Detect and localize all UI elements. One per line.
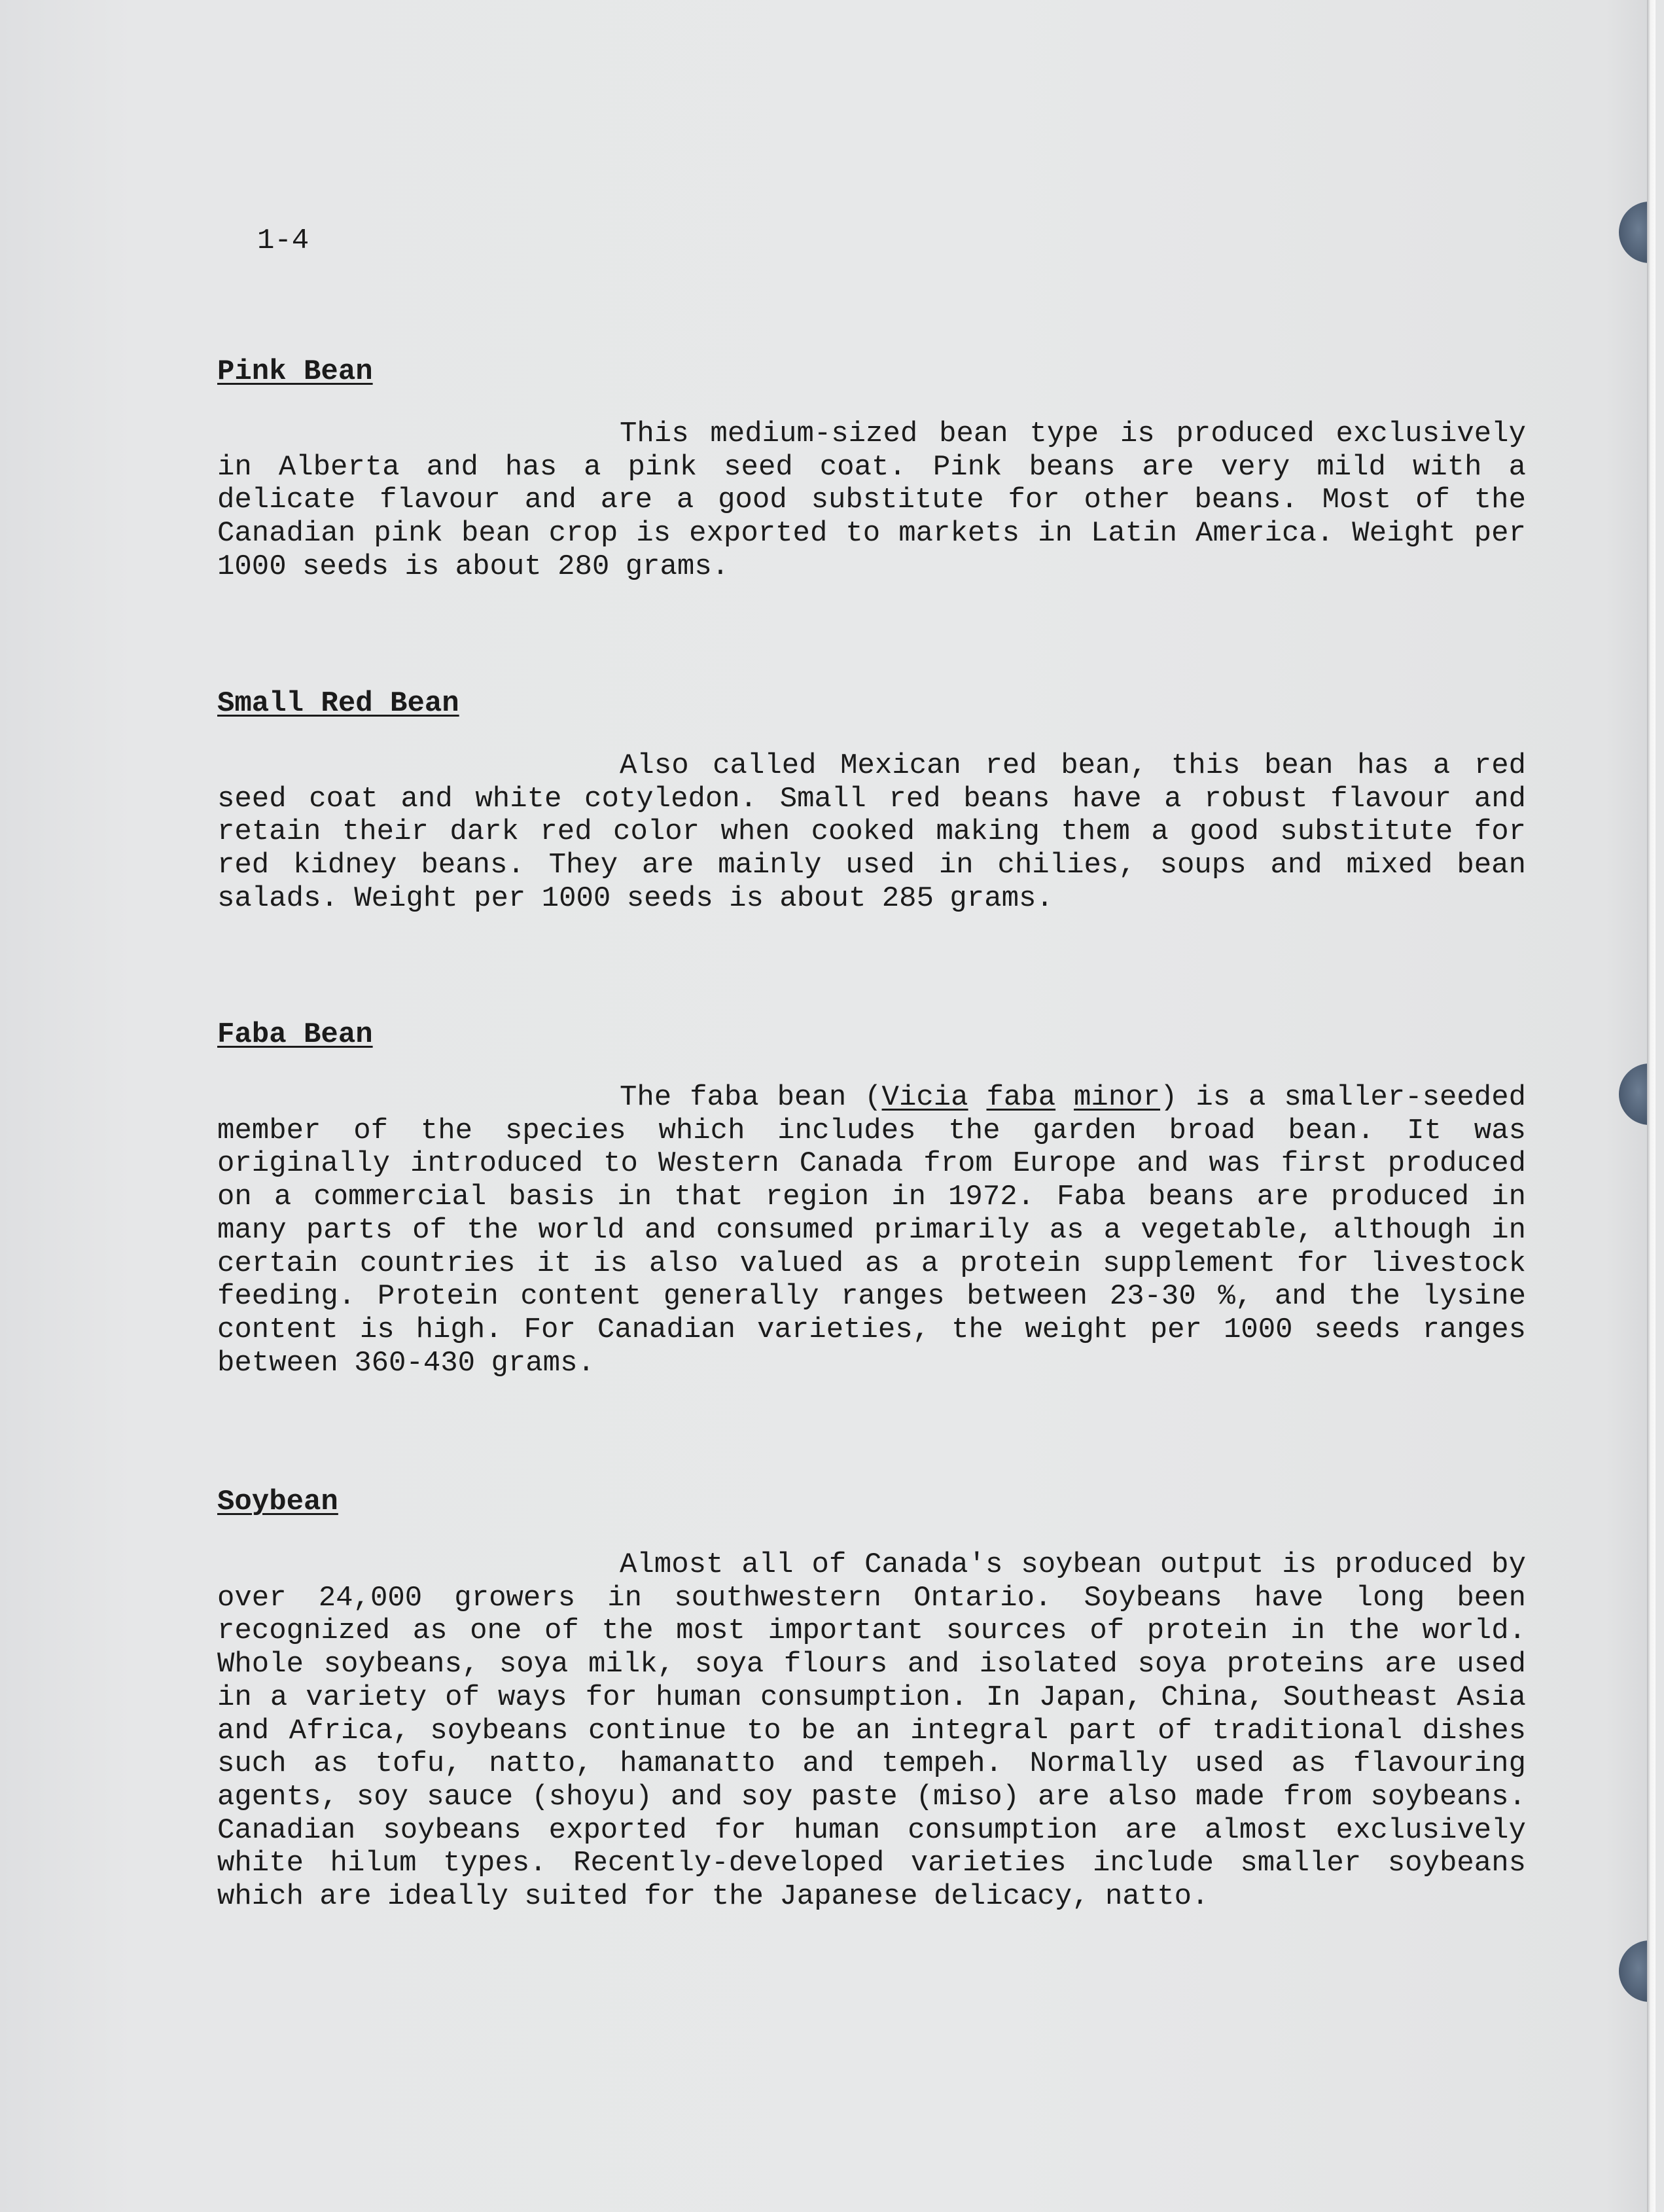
section-text-soybean: Almost all of Canada's soybean output is produced by over 24,000 growers in southwestern Ontario. Soybeans have long been recognized as one of the most important sources of protein in the world. Whole soybeans, soya milk, soya flours and isolated soya proteins are used in a variety of ways for human consumption. In Japan, China, Southeast Asia and Africa, soybeans continue to be an integral part of traditional dishes such as tofu, natto, hamanatto and tempeh. Normally used as flavouring agents, soy sauce (shoyu) and soy paste (miso) are also made from soybeans. Canadian soybeans exported for human consumption are almost exclusively white hilum types. Recently-developed varieties include smaller soybeans which are ideally suited for the Japanese delicacy, natto. [217, 1548, 1526, 1914]
section-body-pink-bean [217, 418, 1526, 584]
latin-genus: Vicia [881, 1081, 968, 1114]
section-body-soybean [217, 1548, 1526, 1914]
faba-text-suffix: ) is a smaller-seeded member of the species which includes the garden broad bean. It was originally introduced to Western Canada from Europe and was first produced on a commercial basis in that region in 1972. Faba beans are produced in many parts of the world and consumed primarily as a vegetable, although in certain countries it is also valued as a protein supplement for livestock feeding. Protein content generally ranges between 23-30 %, and the lysine content is high. For Canadian varieties, the weight per 1000 seeds ranges between 360-430 grams. [217, 1081, 1527, 1380]
page-number: 1-4 [257, 224, 310, 257]
latin-species: faba [986, 1081, 1056, 1114]
section-heading-faba-bean: Faba Bean [217, 1018, 373, 1051]
faba-text-prefix: The faba bean ( [620, 1081, 882, 1114]
section-text-pink-bean: This medium-sized bean type is produced exclusively in Alberta and has a pink seed coat. Pink beans are very mild with a delicate flavour and are a good substitute for other beans. Most of the Canadian pink bean crop is exported to markets in Latin America. Weight per 1000 seeds is about 280 grams. [217, 418, 1526, 583]
page-edge [1647, 0, 1655, 2212]
section-heading-pink-bean: Pink Bean [217, 355, 373, 388]
section-body-faba-bean [217, 1081, 1526, 1380]
latin-variety: minor [1074, 1081, 1161, 1114]
section-text-small-red-bean: Also called Mexican red bean, this bean has a red seed coat and white cotyledon. Small red beans have a robust flavour and retain their dark red color when cooked making them a good substitute for red kidney beans. They are mainly used in chilies, soups and mixed bean salads. Weight per 1000 seeds is about 285 grams. [217, 749, 1526, 915]
section-heading-soybean: Soybean [217, 1486, 338, 1518]
section-heading-small-red-bean: Small Red Bean [217, 687, 459, 720]
section-body-small-red-bean [217, 749, 1526, 916]
